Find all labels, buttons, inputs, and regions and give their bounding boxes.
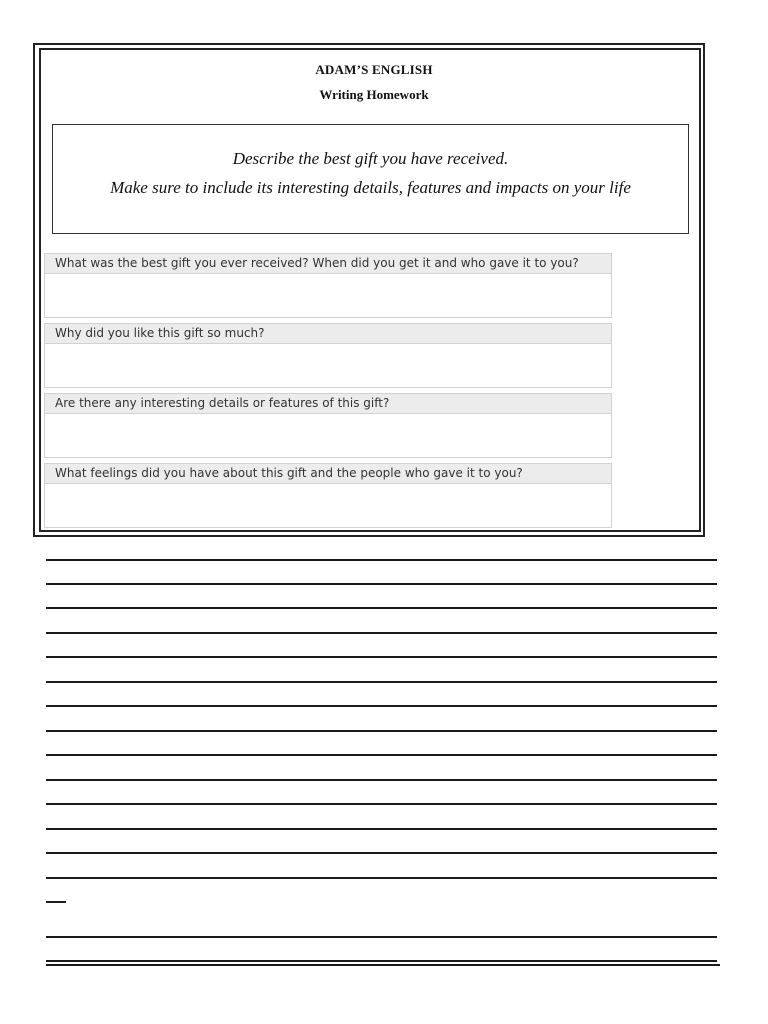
question-block-4 [44, 463, 612, 528]
question-label: What was the best gift you ever received? When did you get it and who gave it to you? [45, 254, 611, 274]
prompt-line-2: Make sure to include its interesting details, features and impacts on your life [110, 178, 631, 197]
answer-area[interactable] [45, 484, 611, 527]
writing-line[interactable] [46, 705, 717, 707]
writing-line[interactable] [46, 754, 717, 756]
writing-line[interactable] [46, 779, 717, 781]
question-block-1 [44, 253, 612, 318]
writing-line[interactable] [46, 936, 717, 938]
writing-line[interactable] [46, 960, 717, 962]
school-name: ADAM’S ENGLISH [315, 62, 433, 77]
writing-line[interactable] [46, 632, 717, 634]
question-label: What feelings did you have about this gift and the people who gave it to you? [45, 464, 611, 484]
answer-area[interactable] [45, 414, 611, 457]
question-label: Are there any interesting details or features of this gift? [45, 394, 611, 414]
writing-line[interactable] [46, 656, 717, 658]
question-label: Why did you like this gift so much? [45, 324, 611, 344]
writing-line[interactable] [46, 730, 717, 732]
answer-area[interactable] [45, 274, 611, 317]
writing-line[interactable] [46, 828, 717, 830]
writing-line-fragment [46, 901, 66, 903]
question-block-3 [44, 393, 612, 458]
writing-line[interactable] [46, 583, 717, 585]
writing-line[interactable] [46, 803, 717, 805]
prompt-line-1: Describe the best gift you have received. [232, 149, 509, 168]
writing-line[interactable] [46, 559, 717, 561]
writing-line[interactable] [46, 607, 717, 609]
writing-line[interactable] [46, 681, 717, 683]
question-block-2 [44, 323, 612, 388]
worksheet-subtitle: Writing Homework [319, 87, 429, 102]
writing-line[interactable] [46, 852, 717, 854]
writing-line[interactable] [46, 964, 720, 966]
writing-line[interactable] [46, 877, 717, 879]
answer-area[interactable] [45, 344, 611, 387]
